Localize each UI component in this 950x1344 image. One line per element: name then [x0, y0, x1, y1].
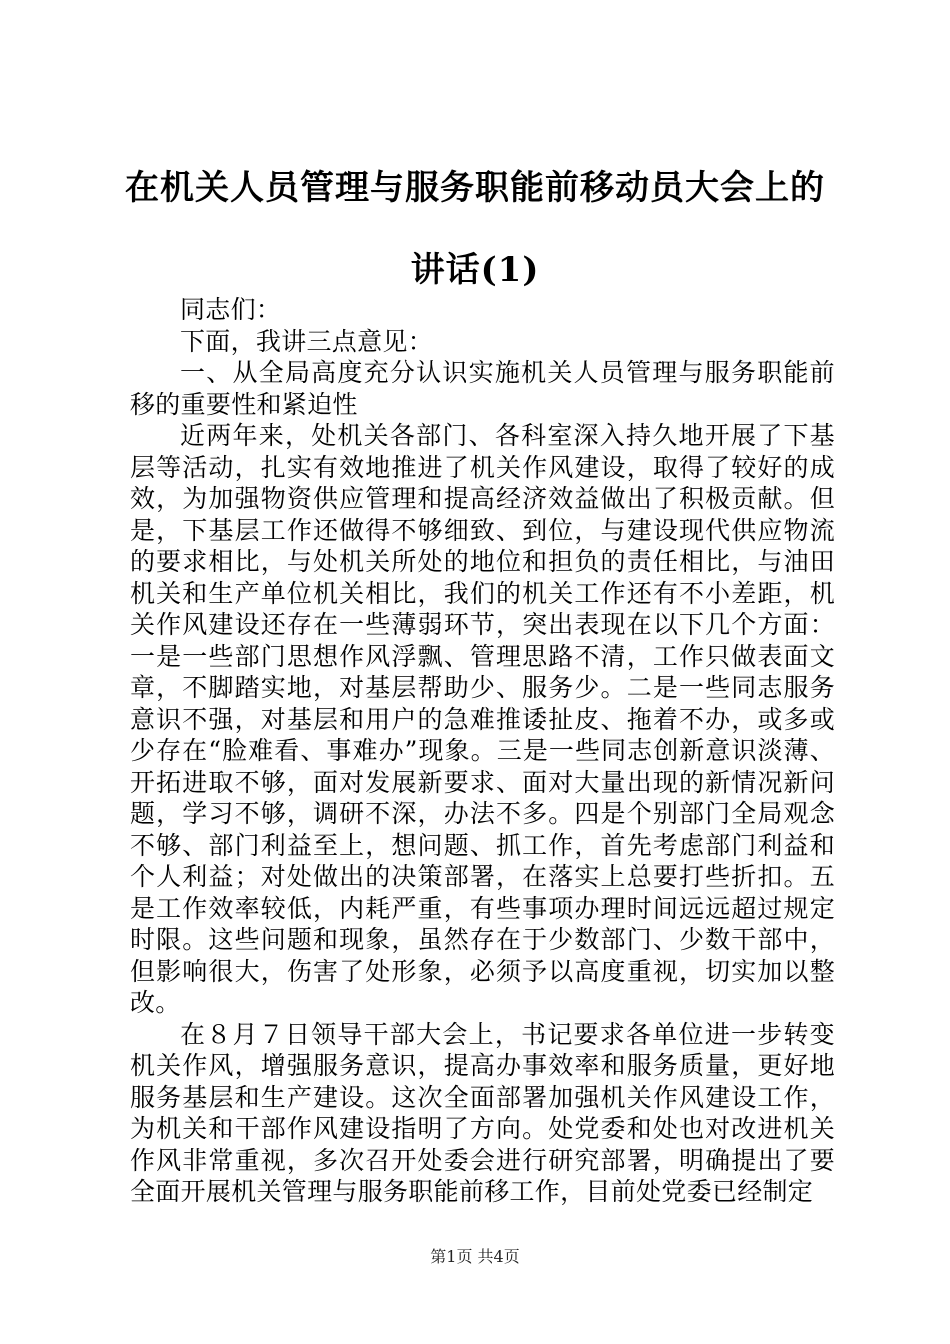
- paragraph-section-heading: 一、从全局高度充分认识实施机关人员管理与服务职能前移的重要性和紧迫性: [130, 358, 835, 419]
- document-body: [130, 294, 835, 1208]
- paragraph-salutation: 同志们：: [180, 295, 282, 324]
- paragraph-body: 在８月７日领导干部大会上，书记要求各单位进一步转变机关作风，增强服务意识，提高办事效率和服务质量，更好地服务基层和生产建设。这次全面部署加强机关作风建设工作，为机关和干部作风建设指明了方向。处党委和处也对改进机关作风非常重视，多次召开处委会进行研究部署，明确提出了要全面开展机关管理与服务职能前移工作，目前处党委已经制定: [130, 1019, 835, 1206]
- paragraph-intro: 下面，我讲三点意见：: [180, 326, 434, 356]
- document-title-line-2: 讲话(1): [410, 250, 540, 290]
- document-title-line-1: 在机关人员管理与服务职能前移动员大会上的: [125, 168, 825, 208]
- paragraph-body: 近两年来，处机关各部门、各科室深入持久地开展了下基层等活动，扎实有效地推进了机关作风建设，取得了较好的成效，为加强物资供应管理和提高经济效益做出了积极贡献。但是，下基层工作还做得不够细致、到位，与建设现代供应物流的要求相比，与处机关所处的地位和担负的责任相比，与油田机关和生产单位机关相比，我们的机关工作还有不小差距，机关作风建设还存在一些薄弱环节，突出表现在以下几个方面：一是一些部门思想作风浮飘、管理思路不清，工作只做表面文章，不脚踏实地，对基层帮助少、服务少。二是一些同志服务意识不强，对基层和用户的急难推诿扯皮、拖着不办，或多或少存在“脸难看、事难办”现象。三是一些同志创新意识淡薄、开拓进取不够，面对发展新要求、面对大量出现的新情况新问题，学习不够，调研不深，办法不多。四是个别部门全局观念不够、部门利益至上，想问题、抓工作，首先考虑部门利益和个人利益；对处做出的决策部署，在落实上总要打些折扣。五是工作效率较低，内耗严重，有些事项办理时间远远超过规定时限。这些问题和现象，虽然存在于少数部门、少数干部中，但影响很大，伤害了处形象，必须予以高度重视，切实加以整改。: [130, 421, 835, 1017]
- page-footer: 第1页 共4页: [430, 1247, 520, 1266]
